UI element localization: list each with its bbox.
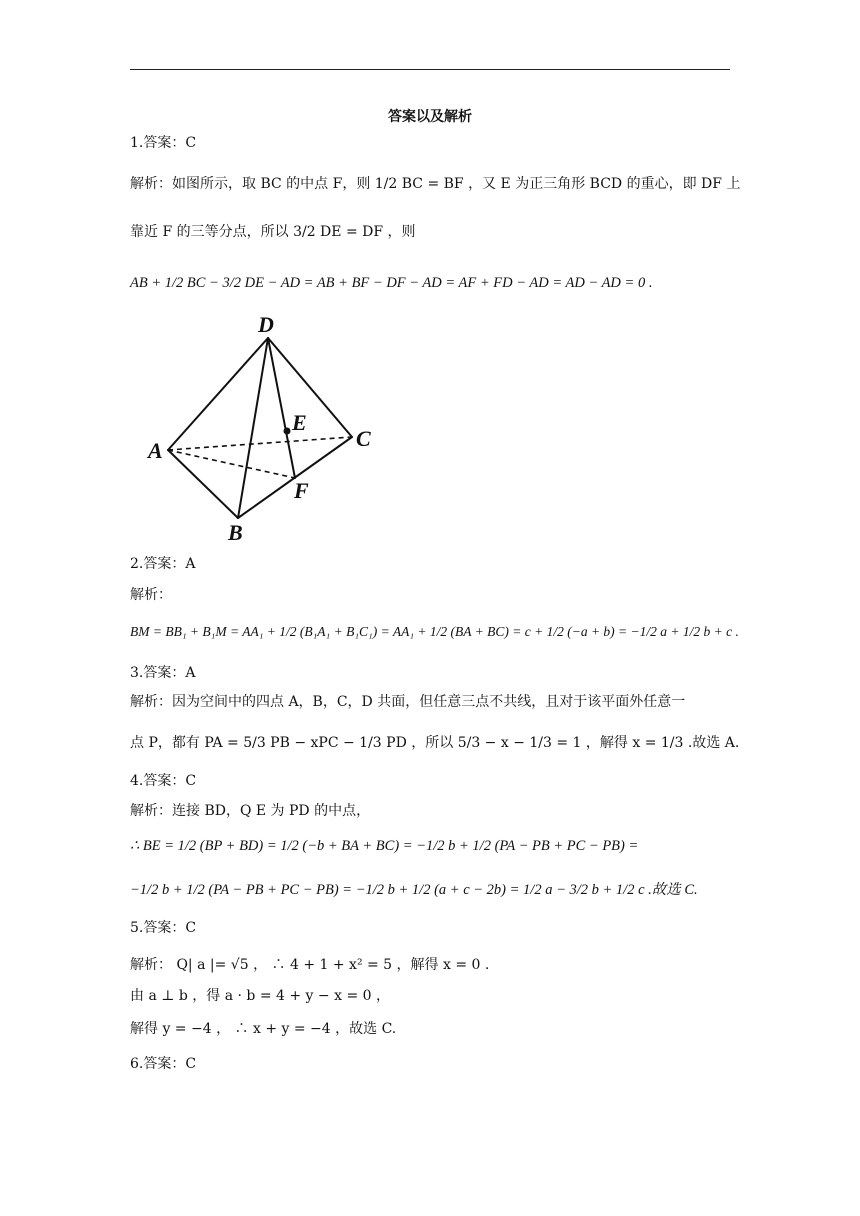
explanation-3-line-1: 解析：因为空间中的四点 A，B，C，D 共面，但任意三点不共线，且对于该平面外任意一 [130, 694, 686, 710]
explanation-2-equation: BM = BB₁ + B₁M = AA₁ + 1/2 (B₁A₁ + B₁C₁) = AA₁ + 1/2 (BA + BC) = c + 1/2 (−a + b) = −1/2 a + 1/2 b + c . [130, 624, 739, 639]
explanation-4-equation-1: ∴ BE = 1/2 (BP + BD) = 1/2 (−b + BA + BC) = −1/2 b + 1/2 (PA − PB + PC − PB) = [130, 838, 639, 854]
tetrahedron-figure [140, 308, 390, 548]
answer-3: 3.答案：A [130, 665, 196, 681]
explanation-1-line-1: 解析：如图所示，取 BC 的中点 F，则 1/2 BC = BF ，又 E 为正三角形 BCD 的重心，即 DF 上 [130, 176, 741, 192]
label-C: C [356, 426, 371, 451]
segment-AF-hidden [168, 450, 295, 478]
edge-AC-hidden [168, 437, 352, 450]
label-E: E [292, 410, 307, 435]
answer-6: 6.答案：C [130, 1056, 197, 1072]
explanation-5-line-2: 由 a ⊥ b ，得 a · b = 4 + y − x = 0 ， [130, 988, 390, 1004]
edge-DB [238, 338, 268, 518]
answer-4: 4.答案：C [130, 773, 197, 789]
header-rule [130, 69, 730, 70]
label-B: B [228, 520, 243, 545]
edge-DC [268, 338, 352, 437]
point-E [284, 428, 291, 435]
answer-5: 5.答案：C [130, 920, 197, 936]
segment-DF [268, 338, 295, 478]
page-title: 答案以及解析 [388, 109, 472, 125]
answer-2: 2.答案：A [130, 556, 196, 572]
explanation-5-line-3: 解得 y = −4 ， ∴ x + y = −4 ，故选 C. [130, 1021, 397, 1037]
label-A: A [148, 438, 163, 463]
label-D: D [258, 312, 274, 337]
explanation-1-line-2: 靠近 F 的三等分点，所以 3/2 DE = DF ，则 [130, 224, 416, 240]
explanation-5-line-1: 解析： Q| a |= √5 ， ∴ 4 + 1 + x² = 5 ，解得 x = 0 . [130, 957, 490, 973]
explanation-2-line-1: 解析： [130, 587, 172, 603]
explanation-4-equation-2: −1/2 b + 1/2 (PA − PB + PC − PB) = −1/2 b + 1/2 (a + c − 2b) = 1/2 a − 3/2 b + 1/2 c .故选 C. [130, 882, 698, 898]
explanation-1-equation: AB + 1/2 BC − 3/2 DE − AD = AB + BF − DF − AD = AF + FD − AD = AD − AD = 0 . [130, 275, 653, 291]
label-F: F [294, 478, 309, 503]
answer-1: 1.答案：C [130, 135, 197, 151]
edge-AB [168, 450, 238, 518]
explanation-4-line-1: 解析：连接 BD，Q E 为 PD 的中点， [130, 803, 371, 819]
explanation-3-line-2: 点 P，都有 PA = 5/3 PB − xPC − 1/3 PD ，所以 5/3 − x − 1/3 = 1 ，解得 x = 1/3 .故选 A. [130, 735, 740, 751]
